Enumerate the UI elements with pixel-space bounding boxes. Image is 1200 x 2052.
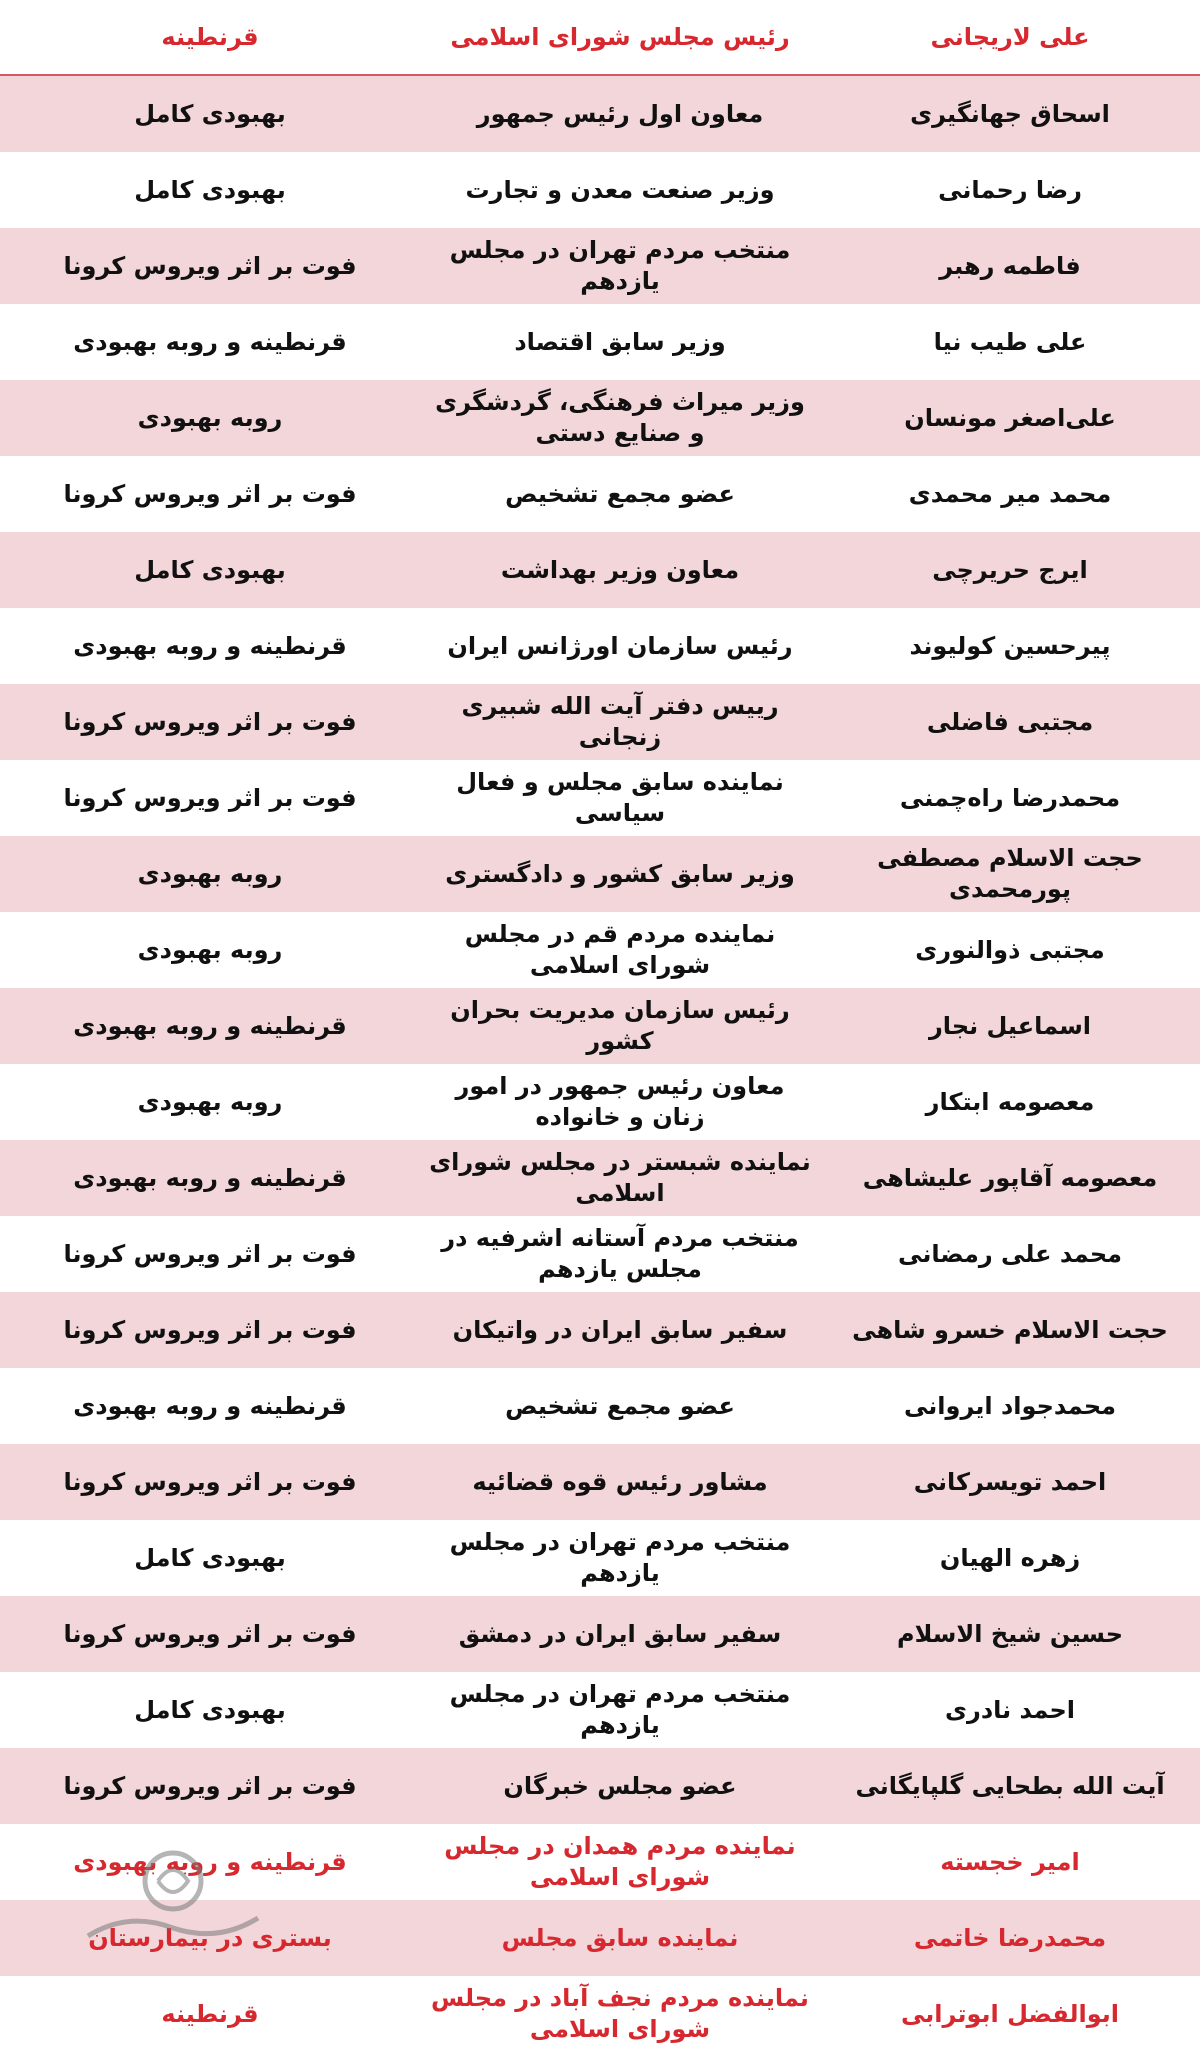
table-row — [0, 912, 1200, 988]
position-cell: نماینده سابق مجلس و فعال سیاسی — [456, 768, 784, 827]
header-status: قرنطینه — [161, 22, 259, 51]
table-row — [0, 608, 1200, 684]
status-cell: بهبودی کامل — [134, 1695, 286, 1724]
status-cell: قرنطینه و روبه بهبودی — [73, 1391, 347, 1420]
status-cell: فوت بر اثر ویروس کرونا — [63, 1239, 357, 1268]
status-cell: فوت بر اثر ویروس کرونا — [63, 251, 357, 280]
name-cell: علی‌اصغر مونسان — [904, 403, 1116, 432]
position-cell: رییس دفتر آیت الله شبیری زنجانی — [461, 692, 779, 751]
status-cell: فوت بر اثر ویروس کرونا — [63, 1619, 357, 1648]
position-cell: عضو مجلس خبرگان — [503, 1771, 737, 1800]
name-cell: علی طیب نیا — [933, 327, 1087, 356]
table-row — [0, 304, 1200, 380]
position-cell: وزیر صنعت معدن و تجارت — [465, 175, 775, 204]
status-cell: قرنطینه و روبه بهبودی — [73, 1847, 347, 1876]
position-cell: وزیر سابق کشور و دادگستری — [445, 859, 795, 888]
table-row — [0, 152, 1200, 228]
name-cell: ابوالفضل ابوترابی — [901, 1999, 1119, 2028]
status-cell: قرنطینه و روبه بهبودی — [73, 1011, 347, 1040]
status-cell: روبه بهبودی — [137, 935, 283, 964]
status-cell: بهبودی کامل — [134, 555, 286, 584]
table-row — [0, 532, 1200, 608]
position-cell: نماینده مردم همدان در مجلس شورای اسلامی — [444, 1832, 796, 1891]
table-row — [0, 684, 1200, 760]
status-cell: روبه بهبودی — [137, 403, 283, 432]
name-cell: مجتبی فاضلی — [926, 707, 1094, 736]
name-cell: حسین شیخ الاسلام — [896, 1619, 1124, 1648]
table-row — [0, 1140, 1200, 1216]
position-cell: منتخب مردم آستانه اشرفیه در مجلس یازدهم — [441, 1224, 799, 1283]
name-cell: پیرحسین کولیوند — [909, 631, 1111, 660]
name-cell: زهره الهیان — [939, 1543, 1081, 1572]
table-row — [0, 836, 1200, 912]
status-cell: روبه بهبودی — [137, 1087, 283, 1116]
table-row — [0, 380, 1200, 456]
table-row — [0, 1596, 1200, 1672]
status-cell: فوت بر اثر ویروس کرونا — [63, 479, 357, 508]
status-cell: فوت بر اثر ویروس کرونا — [63, 783, 357, 812]
name-cell: اسحاق جهانگیری — [910, 99, 1110, 128]
table-row — [0, 76, 1200, 152]
header-position: رئیس مجلس شورای اسلامی — [450, 22, 790, 51]
table-row — [0, 1824, 1200, 1900]
status-cell: بهبودی کامل — [134, 175, 286, 204]
position-cell: وزیر میراث فرهنگی، گردشگری و صنایع دستی — [435, 388, 805, 447]
header-name: علی لاریجانی — [930, 22, 1090, 51]
position-cell: عضو مجمع تشخیص — [505, 1391, 735, 1420]
table-row — [0, 988, 1200, 1064]
position-cell: رئیس سازمان مدیریت بحران کشور — [450, 996, 790, 1055]
position-cell: معاون اول رئیس جمهور — [476, 99, 764, 128]
name-cell: احمد تویسرکانی — [913, 1467, 1107, 1496]
position-cell: نماینده مردم قم در مجلس شورای اسلامی — [464, 920, 776, 979]
table-row — [0, 1520, 1200, 1596]
status-cell: فوت بر اثر ویروس کرونا — [63, 1771, 357, 1800]
status-cell: روبه بهبودی — [137, 859, 283, 888]
name-cell: محمدرضا خاتمی — [913, 1923, 1107, 1952]
position-cell: منتخب مردم تهران در مجلس یازدهم — [449, 1680, 791, 1739]
table-row — [0, 760, 1200, 836]
name-cell: محمد میر محمدی — [908, 479, 1112, 508]
name-cell: محمدجواد ایروانی — [904, 1391, 1116, 1420]
position-cell: معاون وزیر بهداشت — [500, 555, 740, 584]
status-cell: قرنطینه — [161, 1999, 259, 2028]
position-cell: وزیر سابق اقتصاد — [514, 327, 726, 356]
status-cell: قرنطینه و روبه بهبودی — [73, 327, 347, 356]
name-cell: حجت الاسلام خسرو شاهی — [852, 1315, 1168, 1344]
status-cell: بهبودی کامل — [134, 99, 286, 128]
status-cell: فوت بر اثر ویروس کرونا — [63, 1315, 357, 1344]
table-row — [0, 1900, 1200, 1976]
table-row — [0, 1976, 1200, 2052]
table-row — [0, 1064, 1200, 1140]
name-cell: معصومه آقاپور علیشاهی — [862, 1163, 1158, 1192]
position-cell: نماینده مردم نجف آباد در مجلس شورای اسلامی — [431, 1984, 809, 2043]
position-cell: نماینده سابق مجلس — [501, 1923, 739, 1952]
name-cell: معصومه ابتکار — [925, 1087, 1095, 1116]
position-cell: نماینده شبستر در مجلس شورای اسلامی — [429, 1148, 811, 1207]
name-cell: احمد نادری — [945, 1695, 1075, 1724]
status-cell: قرنطینه و روبه بهبودی — [73, 631, 347, 660]
position-cell: عضو مجمع تشخیص — [505, 479, 735, 508]
position-cell: رئیس سازمان اورژانس ایران — [447, 631, 793, 660]
status-cell: فوت بر اثر ویروس کرونا — [63, 707, 357, 736]
table-body — [0, 76, 1200, 2052]
name-cell: اسماعیل نجار — [928, 1011, 1092, 1040]
table-row — [0, 228, 1200, 304]
position-cell: منتخب مردم تهران در مجلس یازدهم — [449, 236, 791, 295]
table-row — [0, 1672, 1200, 1748]
table-row — [0, 456, 1200, 532]
name-cell: امیر خجسته — [940, 1847, 1080, 1876]
table-row — [0, 1368, 1200, 1444]
status-cell: بهبودی کامل — [134, 1543, 286, 1572]
name-cell: رضا رحمانی — [938, 175, 1082, 204]
name-cell: محمد علی رمضانی — [898, 1239, 1122, 1268]
status-cell: بستری در بیمارستان — [88, 1923, 332, 1952]
status-cell: فوت بر اثر ویروس کرونا — [63, 1467, 357, 1496]
header-row — [0, 0, 1200, 76]
position-cell: سفیر سابق ایران در واتیکان — [452, 1315, 788, 1344]
name-cell: ایرج حریرچی — [932, 555, 1088, 584]
position-cell: سفیر سابق ایران در دمشق — [458, 1619, 782, 1648]
name-cell: فاطمه رهبر — [939, 251, 1081, 280]
name-cell: حجت الاسلام مصطفی پورمحمدی — [877, 844, 1143, 903]
position-cell: منتخب مردم تهران در مجلس یازدهم — [449, 1528, 791, 1587]
name-cell: محمدرضا راه‌چمنی — [899, 783, 1121, 812]
status-cell: قرنطینه و روبه بهبودی — [73, 1163, 347, 1192]
table-row — [0, 1216, 1200, 1292]
table-row — [0, 1444, 1200, 1520]
position-cell: معاون رئیس جمهور در امور زنان و خانواده — [455, 1072, 785, 1131]
table-row — [0, 1748, 1200, 1824]
name-cell: مجتبی ذوالنوری — [915, 935, 1105, 964]
name-cell: آیت الله بطحایی گلپایگانی — [855, 1771, 1165, 1800]
position-cell: مشاور رئیس قوه قضائیه — [472, 1467, 768, 1496]
table-row — [0, 1292, 1200, 1368]
